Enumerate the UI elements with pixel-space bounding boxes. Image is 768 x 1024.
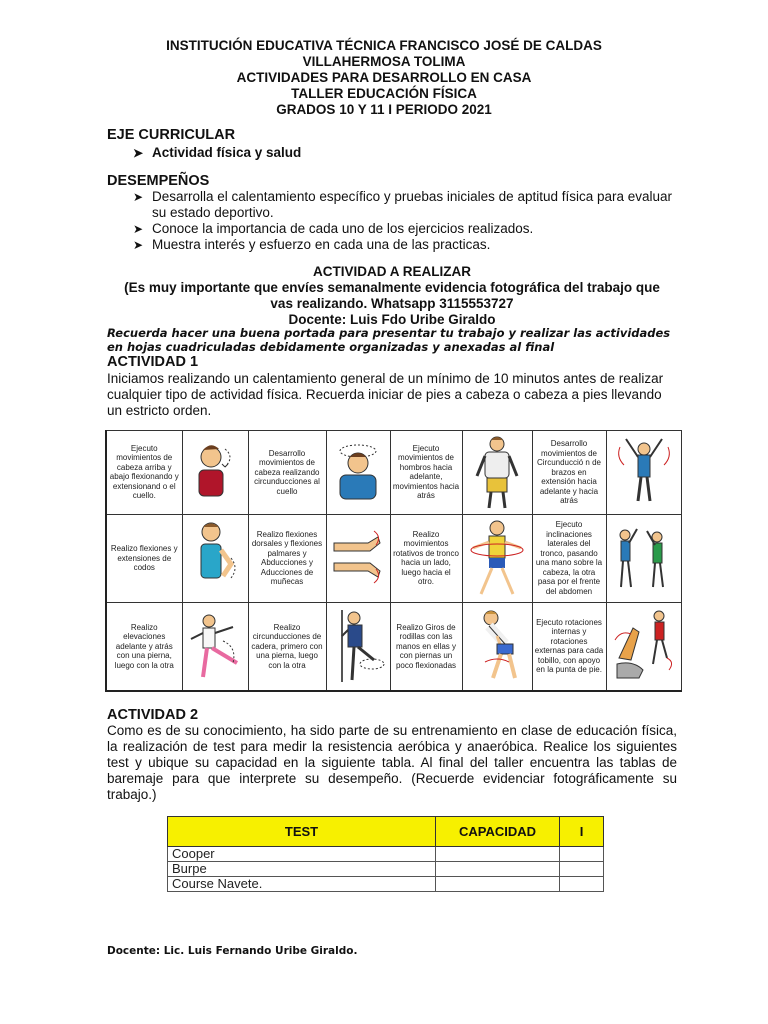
table-row bbox=[106, 431, 681, 515]
grades-period: GRADOS 10 Y 11 I PERIODO 2021 bbox=[276, 102, 492, 117]
desempenos-title: DESEMPEÑOS bbox=[107, 173, 210, 189]
location: VILLAHERMOSA TOLIMA bbox=[302, 54, 466, 69]
actividad1-text: Iniciamos realizando un calentamiento general de un mínimo de 10 minutos antes de realizar cualquier tipo de actividad física. Recuerda iniciar de pies a cabeza o cabeza a pies llevando un estricto orden. bbox=[107, 371, 664, 418]
arm-circumduction-figure bbox=[606, 431, 681, 515]
exercise-description: Ejecuto rotaciones internas y rotaciones externas para cada tobillo, con apoyo en la punta de pie. bbox=[532, 602, 606, 691]
arrow-bullet-icon: ➤ bbox=[133, 238, 144, 252]
desempeno-item: ➤ Muestra interés y esfuerzo en cada una de las practicas. bbox=[133, 237, 491, 252]
footer-docente: Docente: Lic. Luis Fernando Uribe Giraldo. bbox=[107, 945, 358, 957]
actividad-block bbox=[107, 264, 677, 328]
actividad2-text: Como es de su conocimiento, ha sido parte de su entrenamiento en clase de educación física, la realización de test para medir la resistencia aeróbica y anaeróbica. Realice los siguientes test y ubique su capacidad en la siguiente tabla. Al final del taller encuentra las tablas de baremaje para que interprete su desempeño. (Recuerde evidenciar fotográficamente su trabajo.) bbox=[107, 723, 677, 802]
portada-note: Recuerda hacer una buena portada para presentar tu trabajo y realizar las actividades en hojas cuadriculadas debidamente organizadas y anexadas al final bbox=[107, 326, 671, 354]
eje-item: ➤ Actividad física y salud bbox=[133, 145, 302, 160]
table-row bbox=[106, 602, 681, 691]
lateral-inclination-figure bbox=[606, 514, 681, 602]
exercise-description: Realizo elevaciones adelante y atrás con una pierna, luego con la otra bbox=[106, 602, 182, 691]
leg-elevation-figure bbox=[182, 602, 248, 691]
test-name-cell: Cooper bbox=[168, 847, 436, 862]
ankle-rotation-figure bbox=[606, 602, 681, 691]
important-note: (Es muy importante que envíes semanalmente evidencia fotográfica del trabajo que vas realizando. Whatsapp 3115553727 bbox=[124, 280, 660, 311]
neck-flexion-figure bbox=[182, 431, 248, 515]
exercise-description: Ejecuto movimientos de cabeza arriba y abajo flexionando y extensionand o el cuello. bbox=[106, 431, 182, 515]
warmup-exercise-table bbox=[105, 430, 682, 692]
exercise-description: Realizo Giros de rodillas con las manos en ellas y con piernas un poco flexionadas bbox=[390, 602, 462, 691]
exercise-description: Realizo flexiones dorsales y flexiones palmares y Abducciones y Aducciones de muñecas bbox=[248, 514, 326, 602]
trunk-rotation-figure bbox=[462, 514, 532, 602]
test-table bbox=[167, 816, 604, 892]
shoulder-rotation-figure bbox=[462, 431, 532, 515]
table-row bbox=[168, 862, 604, 877]
table-row bbox=[168, 847, 604, 862]
arrow-bullet-icon: ➤ bbox=[133, 222, 144, 236]
exercise-description: Desarrollo movimientos de cabeza realizando circunducciones al cuello bbox=[248, 431, 326, 515]
knee-rotation-figure bbox=[462, 602, 532, 691]
table-row bbox=[106, 514, 681, 602]
exercise-description: Realizo circunducciones de cadera, primero con una pierna, luego con la otra bbox=[248, 602, 326, 691]
exercise-description: Realizo movimientos rotativos de tronco hacia un lado, luego hacia el otro. bbox=[390, 514, 462, 602]
desempeno-item: ➤ Desarrolla el calentamiento específico y pruebas iniciales de aptitud física para evaluar su estado deportivo. bbox=[133, 189, 673, 220]
column-header-test: TEST bbox=[168, 817, 436, 847]
elbow-flexion-figure bbox=[182, 514, 248, 602]
test-name-cell: Course Navete. bbox=[168, 877, 436, 892]
wrist-flexion-figure bbox=[326, 514, 390, 602]
exercise-description: Realizo flexiones y extensiones de codos bbox=[106, 514, 182, 602]
table-row bbox=[168, 877, 604, 892]
table-header-row bbox=[168, 817, 604, 847]
document-header bbox=[0, 38, 768, 118]
actividad-title: ACTIVIDAD A REALIZAR bbox=[313, 264, 471, 279]
i-cell[interactable] bbox=[560, 847, 604, 862]
test-name-cell: Burpe bbox=[168, 862, 436, 877]
i-cell[interactable] bbox=[560, 877, 604, 892]
eje-title: EJE CURRICULAR bbox=[107, 127, 236, 143]
workshop-title: TALLER EDUCACIÓN FÍSICA bbox=[291, 86, 477, 101]
hip-circumduction-figure bbox=[326, 602, 390, 691]
desempenos-list bbox=[133, 189, 683, 253]
capacidad-cell[interactable] bbox=[436, 862, 560, 877]
actividad1-title: ACTIVIDAD 1 bbox=[107, 354, 199, 370]
i-cell[interactable] bbox=[560, 862, 604, 877]
column-header-i: I bbox=[560, 817, 604, 847]
actividad2-title: ACTIVIDAD 2 bbox=[107, 707, 199, 723]
column-header-capacidad: CAPACIDAD bbox=[436, 817, 560, 847]
capacidad-cell[interactable] bbox=[436, 847, 560, 862]
exercise-description: Desarrollo movimientos de Circunducció n de brazos en extensión hacia adelante y hacia atrás bbox=[532, 431, 606, 515]
arrow-bullet-icon: ➤ bbox=[133, 146, 144, 160]
exercise-description: Ejecuto inclinaciones laterales del tronco, pasando una mano sobre la cabeza, la otra pasa por el frente del abdomen bbox=[532, 514, 606, 602]
eje-list bbox=[133, 145, 683, 161]
desempeno-item: ➤ Conoce la importancia de cada uno de los ejercicios realizados. bbox=[133, 221, 534, 236]
capacidad-cell[interactable] bbox=[436, 877, 560, 892]
activities-title: ACTIVIDADES PARA DESARROLLO EN CASA bbox=[236, 70, 532, 85]
institution-name: INSTITUCIÓN EDUCATIVA TÉCNICA FRANCISCO JOSÉ DE CALDAS bbox=[166, 38, 602, 53]
neck-circumduction-figure bbox=[326, 431, 390, 515]
exercise-description: Ejecuto movimientos de hombros hacia adelante, movimientos hacia atrás bbox=[390, 431, 462, 515]
docente-line: Docente: Luis Fdo Uribe Giraldo bbox=[288, 312, 496, 327]
arrow-bullet-icon: ➤ bbox=[133, 190, 144, 204]
